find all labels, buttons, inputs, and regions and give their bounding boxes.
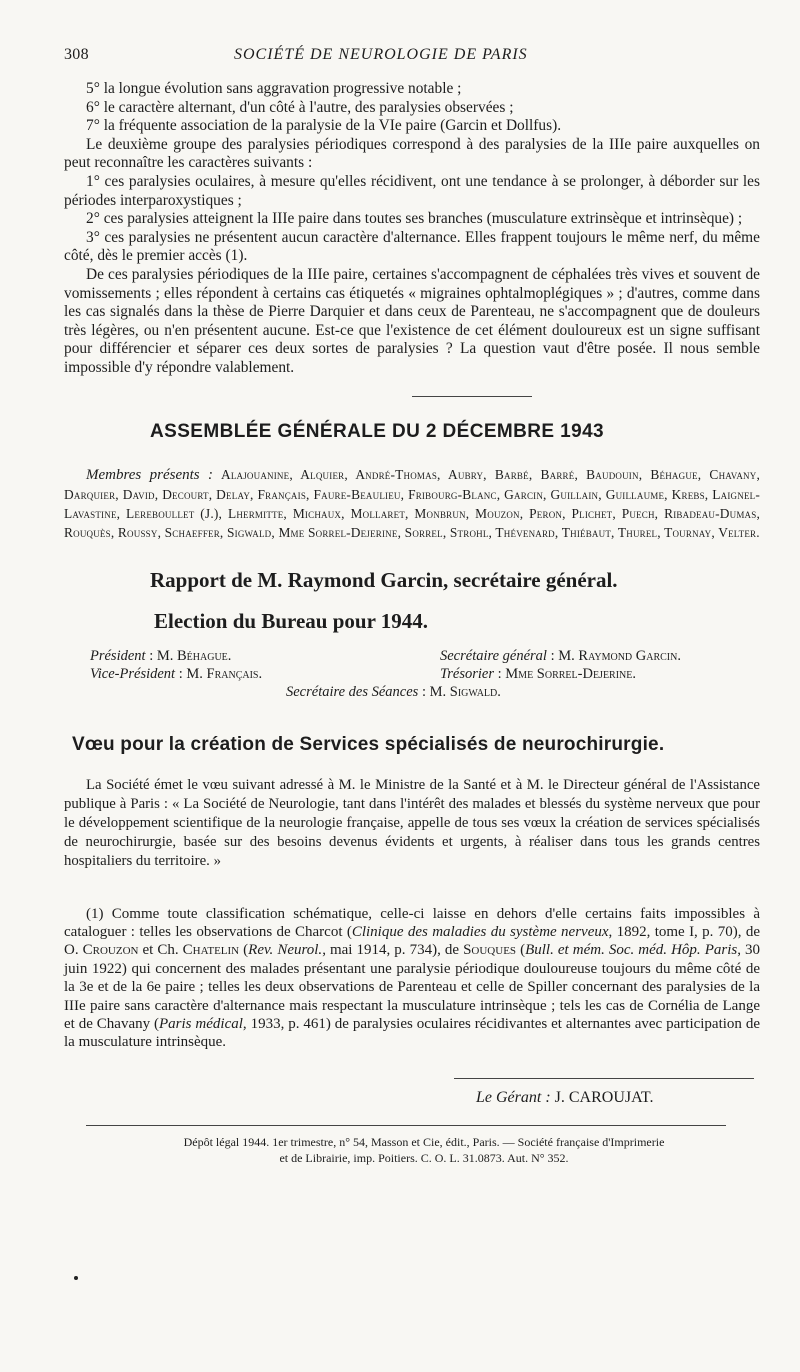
paragraph: 2° ces paralysies atteignent la IIIe paire dans toutes ses branches (musculature extrinsèque et intrinsèque) ;	[86, 210, 743, 228]
members-list: Alajouanine, Alquier, André-Thomas, Aubry, Barbé, Barré, Baudouin, Béhague, Chavany, Darquier, David, Decourt, Delay, Français, Faure-Beaulieu, Fribourg-Blanc, Garcin, Guillain, Guillaume, Krebs, Laignel-Lavastine, Lereboullet (J.), Lhermitte, Michaux, Mollaret, Monbrun, Mouzon, Peron, Plichet, Puech, Ribadeau-Dumas, Rouquès, Roussy, Schaeffer, Sigwald, Mme Sorrel-Dejerine, Sorrel, Strohl, Thévenard, Thiébaut, Thurel, Tournay, Velter.	[64, 466, 760, 540]
footnote-citation: Rev. Neurol.	[248, 942, 323, 959]
footnote-text: (	[239, 942, 249, 959]
members-label: Membres présents :	[86, 466, 213, 483]
officer-session-secretary: Secrétaire des Séances : M. Sigwald.	[286, 683, 501, 700]
officer-name: M. Béhague.	[156, 647, 232, 664]
officer-president: Président : M. Béhague.	[90, 647, 232, 664]
officer-vice-president: Vice-Président : M. Français.	[90, 665, 263, 682]
paragraph: 6° le caractère alternant, d'un côté à l'autre, des paralysies observées ;	[86, 98, 514, 116]
footnote-text: , mai 1914, p. 734), de	[322, 942, 464, 959]
officers-list	[90, 648, 760, 706]
officer-name: M. Sigwald.	[429, 683, 501, 700]
footnote-text: , 30 juin 1922) qui concernent des malades présentant une paralysie périodique douloureuse toujours du même côté de la 3e et de la 6e paire ; telles les deux observations de Parenteau et celle de Spiller concernant des paralysies de la IIIe paire sans caractère d'alternance mais respectant la musculature intrinsèque ; tels les cas de Cornélia de Lange et de Chavany (	[64, 942, 761, 1032]
officer-role: Président	[90, 647, 146, 664]
ink-speck	[74, 1276, 78, 1280]
report-title: Rapport de M. Raymond Garcin, secrétaire général.	[150, 567, 618, 592]
footnote-citation: Bull. et mém. Soc. méd. Hôp. Paris	[525, 942, 738, 959]
signature-name: J. CAROUJAT.	[554, 1088, 654, 1106]
footnote-text: (	[516, 942, 526, 959]
section-divider	[412, 396, 532, 397]
paragraph: Le deuxième groupe des paralysies périodiques correspond à des paralysies de la IIIe paire auxquelles on peut reconnaître les caractères suivants :	[64, 135, 760, 172]
wish-text: La Société émet le vœu suivant adressé à M. le Ministre de la Santé et à M. le Directeur général de l'Assistance publique à Paris : « La Société de Neurologie, tant dans l'intérêt des malades et blessés du système nerveux que pour le développement scientifique de la neurologie française, appelle de tous ses vœux la création de services spécialisés de neurochirurgie, basée sur des besoins devenus évidents et urgents, à réaliser dans tous les grands centres hospitaliers du territoire. »	[64, 776, 760, 869]
officer-name: M. Raymond Garcin.	[558, 647, 681, 664]
assembly-title: ASSEMBLÉE GÉNÉRALE DU 2 DÉCEMBRE 1943	[150, 420, 605, 442]
footnote-citation: Paris médical	[159, 1015, 243, 1032]
footnote-author: Souques	[463, 942, 517, 959]
footnote-citation: Clinique des maladies du système nerveux	[351, 923, 609, 940]
signature-rule	[454, 1078, 754, 1079]
legal-notice	[64, 1134, 760, 1166]
page-number: 308	[64, 46, 89, 63]
legal-rule	[86, 1125, 726, 1126]
footnote-text: (1) Comme toute classification schématique, celle-ci laisse en dehors d'elle certains faits impossibles à cataloguer : telles les observations de Charcot (	[64, 905, 760, 940]
officer-role: Vice-Président	[90, 665, 176, 682]
officer-role: Secrétaire général	[440, 647, 547, 664]
officer-treasurer: Trésorier : Mme Sorrel-Dejerine.	[440, 665, 637, 682]
wish-title: Vœu pour la création de Services spécialisés de neurochirurgie.	[72, 733, 665, 755]
paragraph: 3° ces paralysies ne présentent aucun caractère d'alternance. Elles frappent toujours le même nerf, du même côté, dès le premier accès (1).	[64, 228, 760, 265]
officer-name: M. Français.	[186, 665, 263, 682]
signature-role: Le Gérant :	[476, 1088, 551, 1106]
members-present	[64, 465, 760, 542]
footnote-text: et Ch.	[138, 942, 183, 959]
paragraph: 7° la fréquente association de la paralysie de la VIe paire (Garcin et Dollfus).	[86, 117, 562, 135]
election-title: Election du Bureau pour 1944.	[154, 608, 429, 633]
officer-role: Secrétaire des Séances	[286, 683, 419, 700]
footnote-text: , 1892, tome I, p. 70), de O.	[64, 923, 761, 959]
running-title: SOCIÉTÉ DE NEUROLOGIE DE PARIS	[234, 46, 528, 63]
officer-secretary-general: Secrétaire général : M. Raymond Garcin.	[440, 647, 681, 664]
footnote	[64, 905, 760, 1052]
signature-line	[476, 1089, 760, 1107]
footnote-author: Chatelin	[182, 942, 240, 959]
paragraph: 1° ces paralysies oculaires, à mesure qu'elles récidivent, ont une tendance à se prolonger, à déborder sur les périodes interparoxystiques ;	[64, 172, 760, 209]
paragraph: De ces paralysies périodiques de la IIIe paire, certaines s'accompagnent de céphalées très vives et souvent de vomissements ; elles répondent à certains cas étiquetés « migraines ophtalmoplégiques » ; d'autres, comme dans les cas signalés dans la thèse de Pierre Darquier et dans ceux de Parenteau, ne s'accompagnent que de douleurs très légères, ou n'en présentent aucune. Est-ce que l'existence de cet élément douloureux est un signe suffisant pour différencier et séparer ces deux sortes de paralysies ? La question vaut d'être posée. Il nous semble impossible d'y répondre valablement.	[64, 265, 760, 376]
officer-name: Mme Sorrel-Dejerine.	[505, 665, 637, 682]
article-continuation	[64, 80, 760, 378]
footnote-text: , 1933, p. 461) de paralysies oculaires récidivantes et alternantes avec participation de la musculature intrinsèque.	[64, 1015, 760, 1051]
legal-line: Dépôt légal 1944. 1er trimestre, n° 54, Masson et Cie, édit., Paris. — Société française d'Imprimerie	[183, 1134, 665, 1149]
officer-role: Trésorier	[440, 665, 494, 682]
legal-line: et de Librairie, imp. Poitiers. C. O. L. 31.0873. Aut. N° 352.	[279, 1150, 569, 1165]
paragraph: 5° la longue évolution sans aggravation progressive notable ;	[86, 80, 462, 97]
footnote-author: Crouzon	[82, 942, 139, 959]
page-header	[64, 46, 760, 80]
